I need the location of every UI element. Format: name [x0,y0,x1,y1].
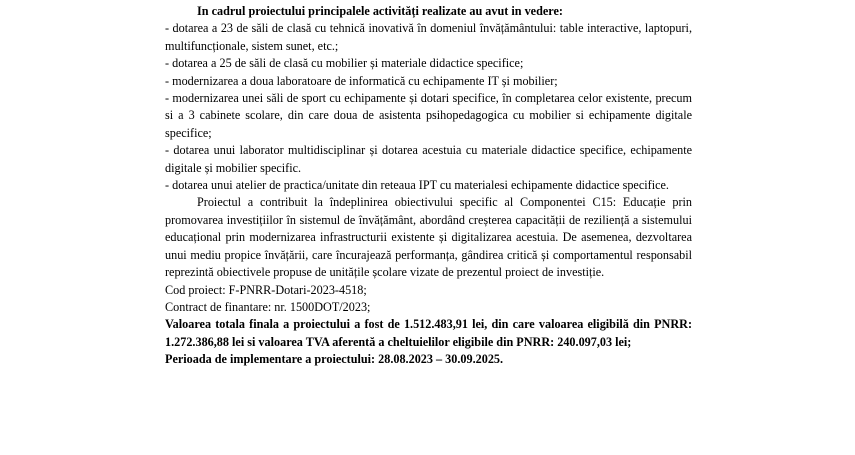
activity-item: - modernizarea a doua laboratoare de informatică cu echipamente IT și mobilier; [165,73,558,88]
activities-list [165,20,692,194]
activity-item: - modernizarea unei săli de sport cu echipamente și dotari specifice, în completarea celor existente, precum si a 3 cabinete scolare, din care doua de asistenta psihopedagogica cu mobilier si echipamente digitale specifice; [165,91,692,140]
activity-item: - dotarea unui atelier de practica/unitate din reteaua IPT cu materialesi echipamente didactice specifice. [165,178,669,193]
activity-item: - dotarea a 23 de săli de clasă cu tehnică inovativă în domeniul învățământului: table interactive, laptopuri, multifuncționale, sistem sunet, etc.; [165,21,692,53]
project-value: Valoarea totala finala a proiectului a fost de 1.512.483,91 lei, din care valoarea eligibilă din PNRR: 1.272.386,88 lei si valoarea TVA aferentă a cheltuielilor eligibile din PNRR: 240.097,03 lei; [165,317,692,349]
activities-heading: In cadrul proiectului principalele activități realizate au avut in vedere: [197,4,563,18]
activity-item: - dotarea a 25 de săli de clasă cu mobilier și materiale didactice specifice; [165,56,524,71]
document-body [165,3,692,369]
project-code: Cod proiect: F-PNRR-Dotari-2023-4518; [165,282,367,297]
financing-contract: Contract de finantare: nr. 1500DOT/2023; [165,299,371,314]
implementation-period: Perioada de implementare a proiectului: 28.08.2023 – 30.09.2025. [165,352,504,367]
activity-item: - dotarea unui laborator multidisciplinar și dotarea acestuia cu materiale didactice specifice, echipamente digitale și mobilier specific. [165,143,692,175]
project-summary: Proiectul a contribuit la îndeplinirea obiectivului specific al Componentei C15: Educație prin promovarea investițiilor în sistemul de învățământ, abordând creșterea capacității de reziliență a sistemului educațional prin modernizarea infrastructurii existente și digitalizarea acestuia. De asemenea, dezvoltarea unui mediu propice învățării, care încurajează performanța, gândirea critică și comportamentul responsabil reprezintă obiectivele propuse de unitățile școlare vizate de prezentul proiect de investiție. [165,195,692,280]
